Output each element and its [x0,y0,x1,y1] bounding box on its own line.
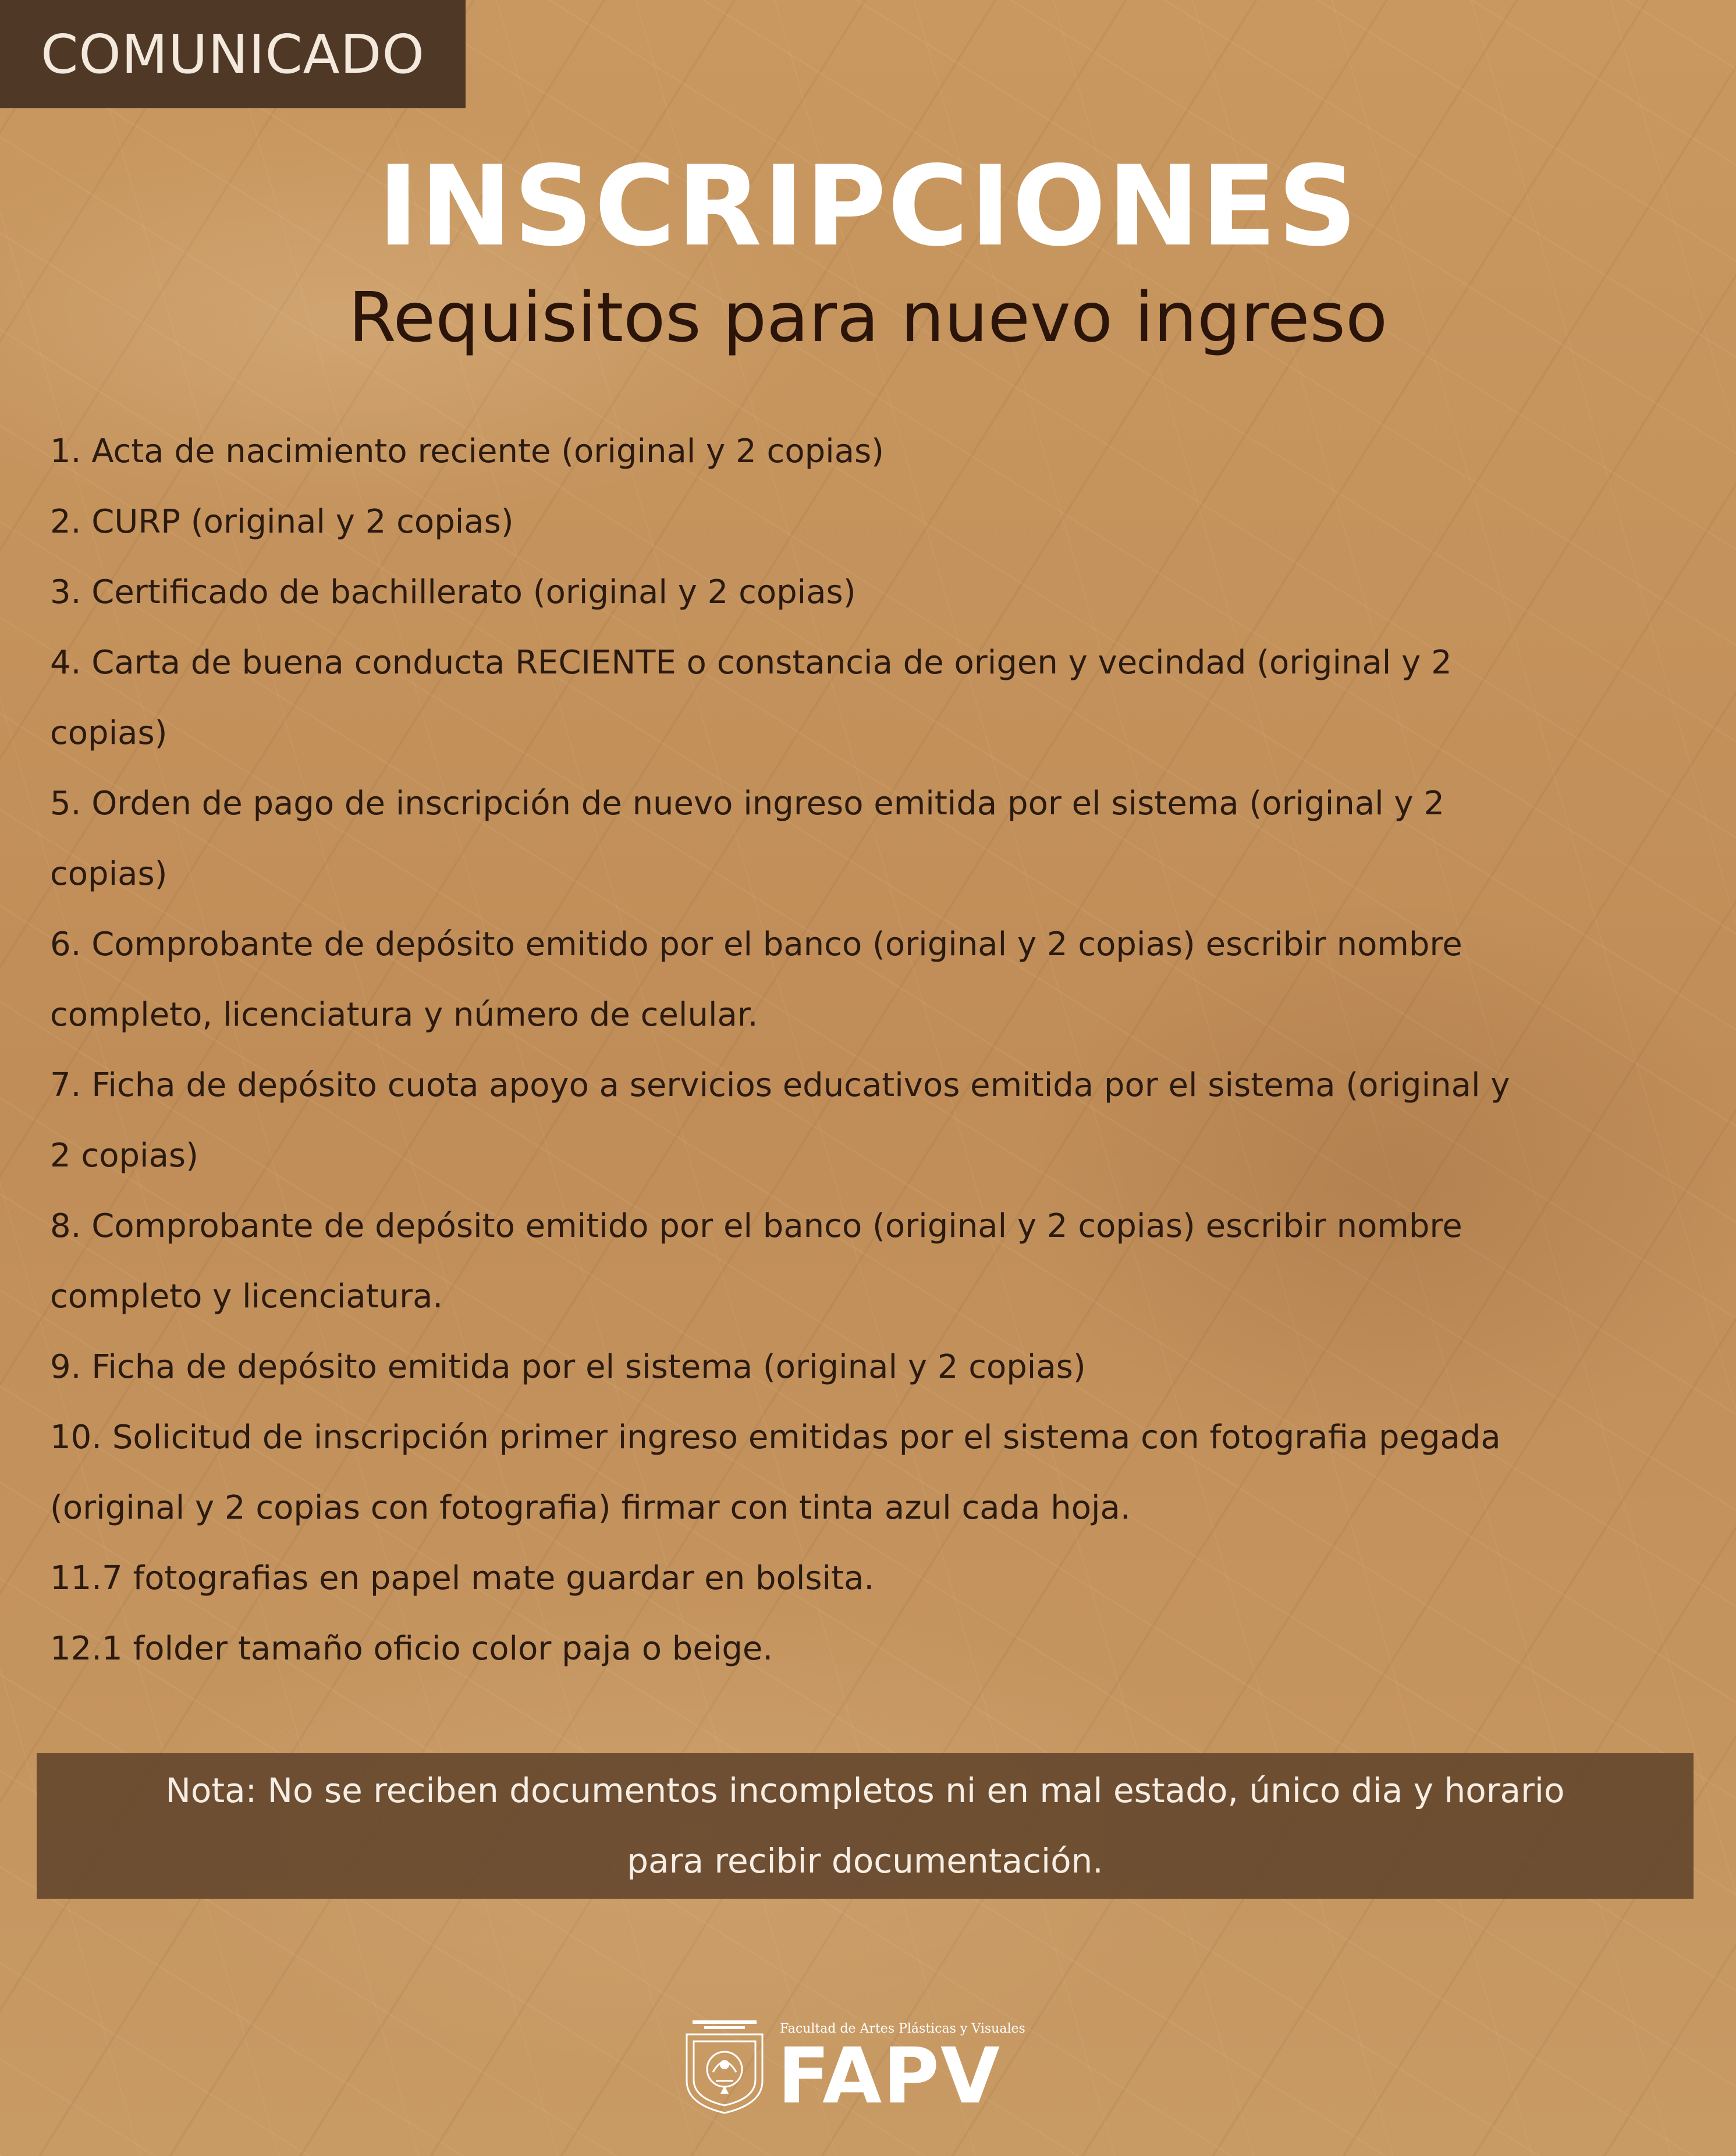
list-item: completo, licenciatura y número de celular. [50,996,758,1034]
faculty-acronym: FAPV [778,2031,1002,2121]
list-item: copias) [50,855,168,893]
list-item: 12.1 folder tamaño oficio color paja o beige. [50,1630,773,1668]
list-item: completo y licenciatura. [50,1278,443,1315]
note-line-1: Nota: No se reciben documentos incompletos ni en mal estado, único dia y horario [165,1771,1565,1810]
list-item: 4. Carta de buena conducta RECIENTE o constancia de origen y vecindad (original y 2 [50,644,1452,682]
list-item: 10. Solicitud de inscripción primer ingreso emitidas por el sistema con fotografia pegada [50,1419,1501,1456]
list-item: 11.7 fotografias en papel mate guardar en bolsita. [50,1559,875,1597]
page-title: INSCRIPCIONES [377,142,1359,271]
faculty-name: Facultad de Artes Plásticas y Visuales [780,2022,1025,2036]
list-item: copias) [50,714,168,752]
university-crest-icon [681,2017,768,2116]
list-item: 7. Ficha de depósito cuota apoyo a servicios educativos emitida por el sistema (original y [50,1066,1510,1104]
list-item: 1. Acta de nacimiento reciente (original y 2 copias) [50,432,885,470]
note-box [37,1753,1694,1899]
comunicado-badge [0,0,466,108]
list-item: 2. CURP (original y 2 copias) [50,503,514,541]
list-item: 8. Comprobante de depósito emitido por el banco (original y 2 copias) escribir nombre [50,1207,1462,1245]
fapv-logo [681,2017,1025,2121]
badge-label: COMUNICADO [41,23,425,86]
note-line-2: para recibir documentación. [627,1841,1103,1881]
list-item: (original y 2 copias con fotografia) firmar con tinta azul cada hoja. [50,1489,1131,1527]
page-subtitle: Requisitos para nuevo ingreso [348,277,1388,357]
list-item: 2 copias) [50,1137,198,1175]
list-item: 5. Orden de pago de inscripción de nuevo ingreso emitida por el sistema (original y 2 [50,785,1444,822]
list-item: 6. Comprobante de depósito emitido por el banco (original y 2 copias) escribir nombre [50,925,1462,963]
list-item: 9. Ficha de depósito emitida por el sistema (original y 2 copias) [50,1348,1086,1386]
requirements-list [50,416,1680,1684]
note-text [165,1756,1564,1896]
list-item: 3. Certificado de bachillerato (original y 2 copias) [50,573,856,611]
